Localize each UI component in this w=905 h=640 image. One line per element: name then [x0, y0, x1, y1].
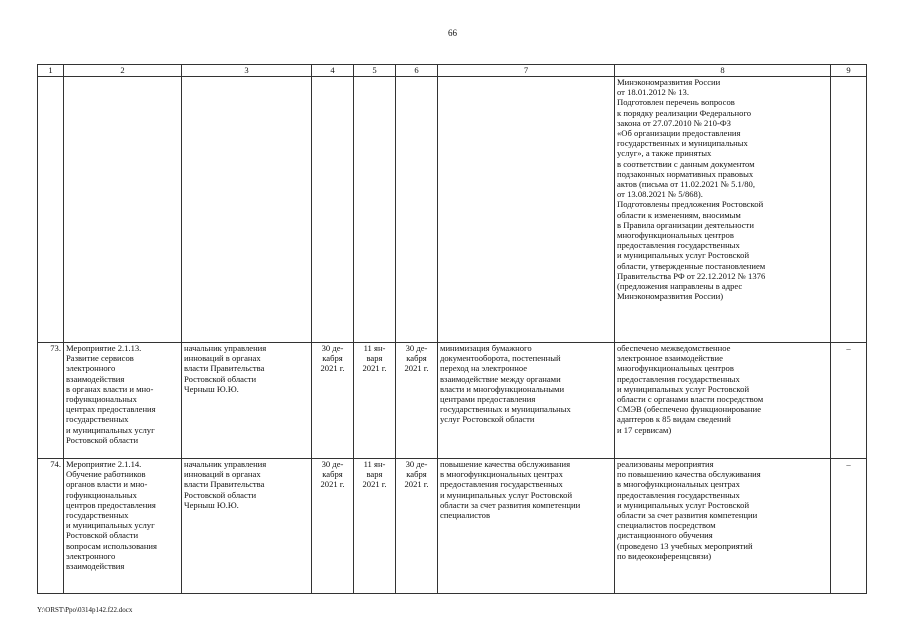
column-header: 6: [396, 65, 438, 77]
column-header: 3: [182, 65, 312, 77]
column-header: 4: [312, 65, 354, 77]
result-cell: Минэкономразвития России от 18.01.2012 № 13. Подготовлен перечень вопросов к порядку реализации Федерального закона от 27.07.2010 № 210-ФЗ «Об организации предоставления государственных и муниципальных услуг», а также принятых в соответствии с данным документом подзаконных нормативных правовых актов (письма от 11.02.2021 № 5.1/80, от 13.08.2021 № 5/868). Подготовлены предложения Ростовской области к изменениям, вносимым в Правила организации деятельности многофункциональных центров предоставления государственных и муниципальных услуг Ростовской области, утвержденные постановлением Правительства РФ от 22.12.2012 № 1376 (предложения направлены в адрес Минэкономразвития России): [615, 77, 831, 343]
file-path-footer: Y:\ORST\Ppo\0314p142.f22.docx: [37, 606, 133, 614]
expected-result-cell: повышение качества обслуживания в многофункциональных центрах предоставления государственных и муниципальных услуг Ростовской области за счет развития компетенции специалистов: [438, 459, 615, 594]
result-cell: реализованы мероприятия по повышению качества обслуживания в многофункциональных центрах предоставления государственных и муниципальных услуг Ростовской области за счет развития компетенции специалистов посредством дистанционного обучения (проведено 13 учебных мероприятий по видеоконференцсвязи): [615, 459, 831, 594]
responsible-cell: начальник управления инноваций в органах власти Правительства Ростовской области Черныш Ю.Ю.: [182, 343, 312, 459]
expected-result-cell: минимизация бумажного документооборота, постепенный переход на электронное взаимодействие между органами власти и многофункциональными центрами предоставления государственных и муниципальных услуг Ростовской области: [438, 343, 615, 459]
column-header: 2: [64, 65, 182, 77]
responsible-cell: начальник управления инноваций в органах власти Правительства Ростовской области Черныш Ю.Ю.: [182, 459, 312, 594]
note-cell: –: [831, 459, 867, 594]
result-cell: обеспечено межведомственное электронное взаимодействие многофункциональных центров предоставления государственных и муниципальных услуг Ростовской области с органами власти посредством СМЭВ (обеспечено функционирование адаптеров к 85 видам сведений и 17 сервисам): [615, 343, 831, 459]
page-number: 66: [448, 28, 457, 38]
date-cell: 30 де- кабря 2021 г.: [312, 459, 354, 594]
date-cell: 11 ян- варя 2021 г.: [354, 343, 396, 459]
column-header: 7: [438, 65, 615, 77]
date-cell: 30 де- кабря 2021 г.: [312, 343, 354, 459]
table-row-continuation: [38, 77, 867, 343]
note-cell: –: [831, 343, 867, 459]
activity-cell: Мероприятие 2.1.14. Обучение работников органов власти и мно- гофункциональных центров предоставления государственных и муниципальных услуг Ростовской области вопросам использования электронного взаимодействия: [64, 459, 182, 594]
column-header: 1: [38, 65, 64, 77]
row-number: 74.: [38, 459, 64, 594]
date-cell: 30 де- кабря 2021 г.: [396, 343, 438, 459]
table-row: [38, 343, 867, 459]
column-number-row: [38, 65, 867, 77]
activity-cell: Мероприятие 2.1.13. Развитие сервисов электронного взаимодействия в органах власти и мно- гофункциональных центрах предоставления государственных и муниципальных услуг Ростовской области: [64, 343, 182, 459]
table-row: [38, 459, 867, 594]
column-header: 9: [831, 65, 867, 77]
date-cell: 11 ян- варя 2021 г.: [354, 459, 396, 594]
column-header: 8: [615, 65, 831, 77]
column-header: 5: [354, 65, 396, 77]
date-cell: 30 де- кабря 2021 г.: [396, 459, 438, 594]
row-number: 73.: [38, 343, 64, 459]
report-table: [37, 64, 867, 594]
